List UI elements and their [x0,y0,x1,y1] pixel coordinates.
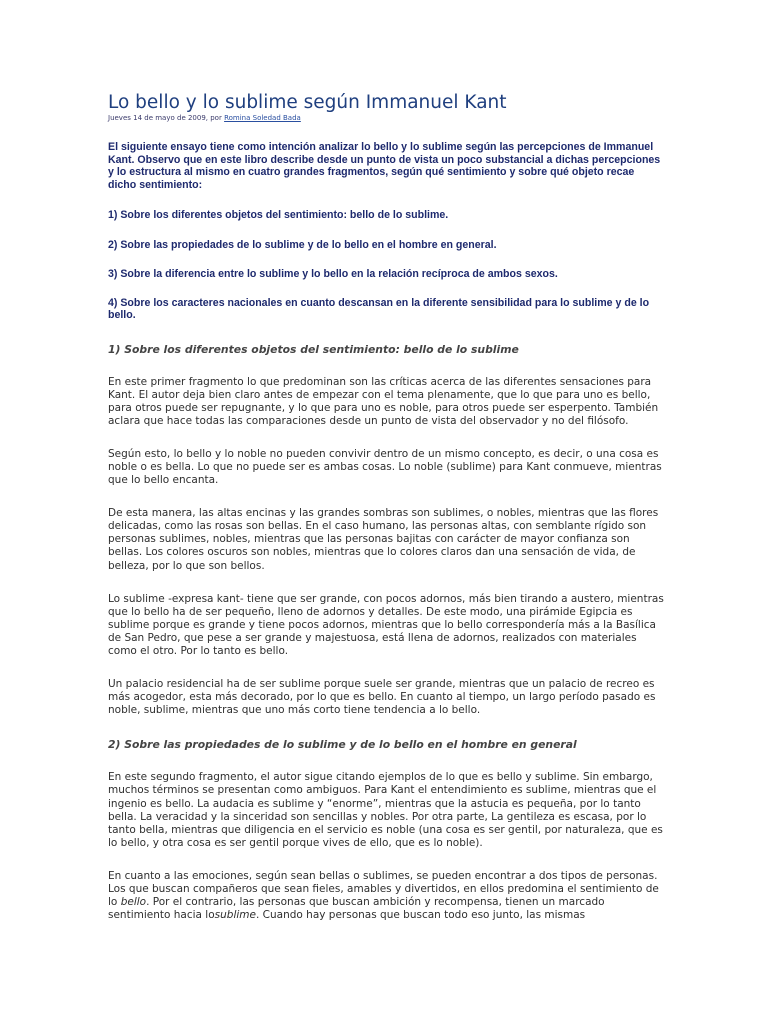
text-run: . Cuando hay personas que buscan todo eso junto, las mismas [255,909,586,922]
article [108,92,664,922]
section-2-paragraph-2 [108,870,664,922]
section-1-paragraph-4: Lo sublime -expresa kant- tiene que ser grande, con pocos adornos, más bien tirando a austero, mientras que lo bello ha de ser pequeño, lleno de adornos y detalles. De este modo, una pirámide Egipcia es sublime porque es grande y tiene pocos adornos, mientras que lo bello correspondería más a la Basílica de San Pedro, que pese a ser grande y majestuosa, está llena de adornos, realizados con materiales como el otro. Por lo tanto es bello. [108,592,664,657]
section-1-paragraph-5: Un palacio residencial ha de ser sublime porque suele ser grande, mientras que un palacio de recreo es más acogedor, esta más decorado, por lo que es bello. En cuanto al tiempo, un largo período pasado es noble, sublime, mientras que uno más corto tiene tendencia a lo bello. [108,678,656,717]
text-run: En cuanto a las emociones, según sean bellas o sublimes, se pueden encontrar a dos tipos de personas. Los que buscan compañeros que sean fieles, amables y divertidos, en ellos predomina el sentimiento de lo [108,869,659,909]
section-1-paragraph-3: De esta manera, las altas encinas y las grandes sombras son sublimes, o nobles, mientras que las flores delicadas, como las rosas son bellas. En el caso humano, las personas altas, con semblante rígido son personas sublimes, nobles, mientras que las personas bajitas con carácter de mayor confianza son bellas. Los colores oscuros son nobles, mientras que lo colores claros dan una sensación de vida, de belleza, por lo que son bellos. [108,507,659,572]
emphasis-sublime: sublime [214,909,256,922]
article-meta [108,114,664,123]
section-1-paragraph-1: En este primer fragmento lo que predominan son las críticas acerca de las diferentes sensaciones para Kant. El autor deja bien claro antes de empezar con el tema plenamente, que lo que para uno es bello, para otros puede ser repugnante, y lo que para uno es noble, para otros puede ser esperpento. También aclara que hace todas las comparaciones desde un punto de vista del observador y no del filósofo. [108,375,659,427]
outline-item-4: 4) Sobre los caracteres nacionales en cuanto descansan en la diferente sensibilidad para lo sublime y de lo bello. [108,296,650,321]
meta-date: Jueves 14 de mayo de 2009, por [108,114,225,122]
section-1-heading: 1) Sobre los diferentes objetos del sentimiento: bello de lo sublime [108,342,519,356]
section-2-paragraph-1: En este segundo fragmento, el autor sigue citando ejemplos de lo que es bello y sublime. Sin embargo, muchos términos se presentan como ambiguos. Para Kant el entendimiento es sublime, mientras que el ingenio es bello. La audacia es sublime y “enorme”, mientras que la astucia es pequeña, por lo tanto bella. La veracidad y la sinceridad son sencillas y nobles. Por otra parte, La gentileza es escasa, por lo tanto bella, mientras que diligencia en el servicio es noble (una cosa es ser gentil, por naturaleza, que es lo bello, y otra cosa es ser gentil porque vives de ello, que es lo noble). [108,771,663,849]
outline-item-1: 1) Sobre los diferentes objetos del sentimiento: bello de lo sublime. [108,209,449,221]
text-run: . Por el contrario, las personas que buscan ambición y recompensa, tienen un marcado sentimiento hacia lo [108,896,605,922]
outline-item-2: 2) Sobre las propiedades de lo sublime y de lo bello en el hombre en general. [108,238,497,251]
section-1-paragraph-2: Según esto, lo bello y lo noble no pueden convivir dentro de un mismo concepto, es decir, o una cosa es noble o es bella. Lo que no puede ser es ambas cosas. Lo noble (sublime) para Kant conmueve, mientras que lo bello encanta. [108,447,662,487]
article-title: Lo bello y lo sublime según Immanuel Kant [108,92,507,113]
section-2-heading: 2) Sobre las propiedades de lo sublime y de lo bello en el hombre en general [108,738,577,752]
emphasis-bello: bello [120,896,147,909]
outline-item-3: 3) Sobre la diferencia entre lo sublime y lo bello en la relación recíproca de ambos sexos. [108,268,558,280]
intro-paragraph: El siguiente ensayo tiene como intención analizar lo bello y lo sublime según las percepciones de Immanuel Kant. Observo que en este libro describe desde un punto de vista un poco substancial a dichas percepciones y lo estructura al mismo en cuatro grandes fragmentos, según qué sentimiento y sobre qué objeto recae dicho sentimiento: [108,141,661,191]
author-link[interactable]: Romina Soledad Bada [224,114,301,122]
